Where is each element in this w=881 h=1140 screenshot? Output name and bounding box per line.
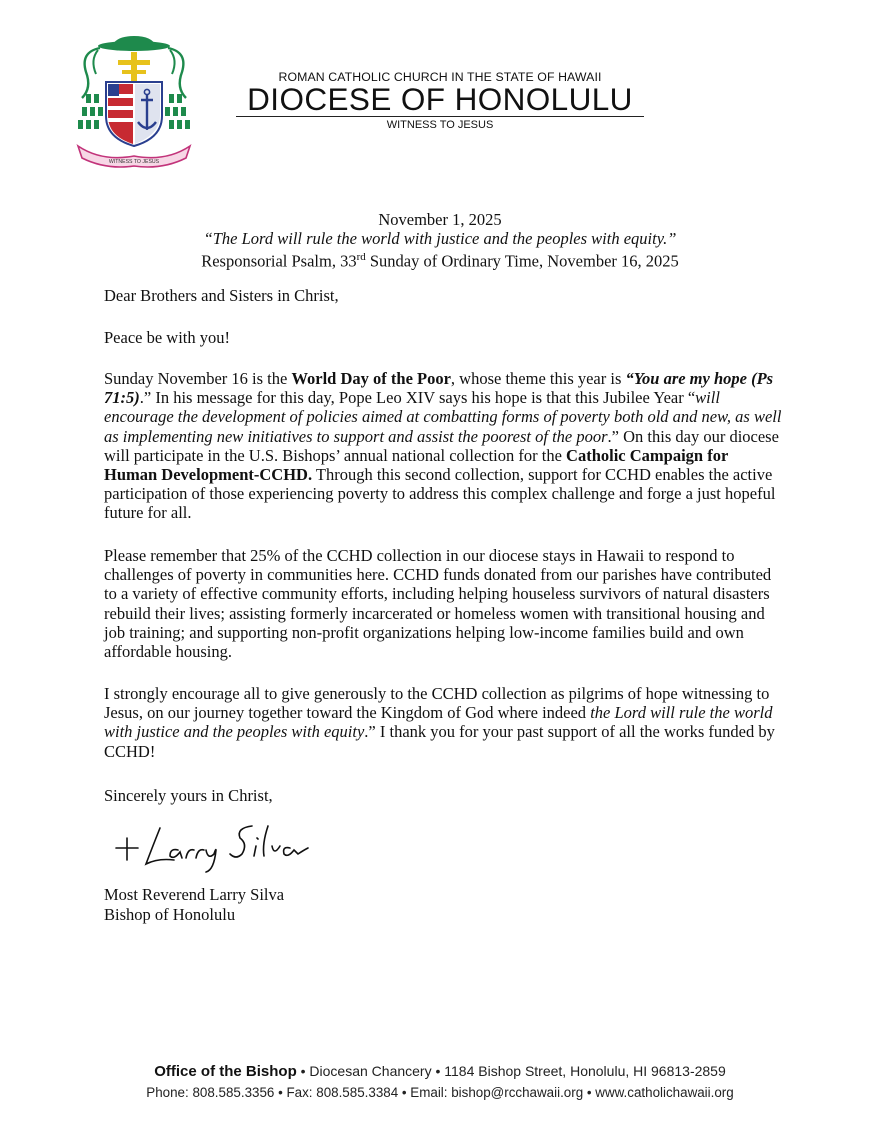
- salutation: Dear Brothers and Sisters in Christ,: [104, 286, 339, 305]
- signer-title: Bishop of Honolulu: [104, 905, 236, 924]
- crest-ribbon-text: WITNESS TO JESUS: [108, 159, 160, 165]
- signature-image: [112, 814, 312, 874]
- paragraph-world-day-of-poor: Sunday November 16 is the World Day of the Poor, whose theme this year is “You are my hope (Ps 71:5).” In his message for this day, Pope Leo XIV says his hope is that this Jubilee Year “will encourage the development of policies aimed at combatting forms of poverty both old and new, as well as implementing new initiatives to support and assist the poorest of the poor.” On this day our diocese will participate in the U.S. Bishops’ annual national collection for the Catholic Campaign for Human Development-CCHD. Through this second collection, support for CCHD enables the active participation of those experiencing poverty to address this complex challenge and forge a just hopeful future for all.: [104, 369, 782, 523]
- letterhead-divider: [236, 116, 644, 117]
- footer-office: Office of the Bishop: [154, 1063, 297, 1080]
- letterhead-superscript: ROMAN CATHOLIC CHURCH IN THE STATE OF HAWAII: [278, 70, 602, 84]
- diocese-crest-logo: [72, 34, 196, 168]
- closing: Sincerely yours in Christ,: [104, 786, 273, 805]
- paragraph-encouragement: I strongly encourage all to give generously to the CCHD collection as pilgrims of hope witnessing to Jesus, on our journey together toward the Kingdom of God where indeed the Lord will rule the world with justice and the peoples with equity.” I thank you for your past support of all the works funded by CCHD!: [104, 684, 775, 761]
- footer-contact-line: Phone: 808.585.3356 • Fax: 808.585.3384 • Email: bishop@rcchawaii.org • www.catholichawaii.org: [146, 1085, 734, 1100]
- paragraph-cchd-hawaii: Please remember that 25% of the CCHD collection in our diocese stays in Hawaii to respond to challenges of poverty in communities here. CCHD funds donated from our parishes have contributed to a variety of effective community efforts, including helping houseless survivors of natural disasters rebuild their lives; assisting formerly incarcerated or homeless women with transitional housing and job training; and supporting non-profit organizations helping low-income families build and own affordable housing.: [104, 546, 772, 662]
- letterhead-title: DIOCESE OF HONOLULU: [247, 81, 633, 117]
- letter-date: November 1, 2025: [378, 210, 502, 229]
- heading-citation: Responsorial Psalm, 33rd Sunday of Ordinary Time, November 16, 2025: [201, 251, 679, 271]
- heading-quote: “The Lord will rule the world with justice and the peoples with equity.”: [203, 229, 677, 248]
- greeting: Peace be with you!: [104, 328, 230, 347]
- footer-address-line: Office of the Bishop • Diocesan Chancery • 1184 Bishop Street, Honolulu, HI 96813-2859: [154, 1063, 726, 1080]
- signer-name: Most Reverend Larry Silva: [104, 885, 285, 904]
- letterhead-motto: WITNESS TO JESUS: [386, 119, 494, 131]
